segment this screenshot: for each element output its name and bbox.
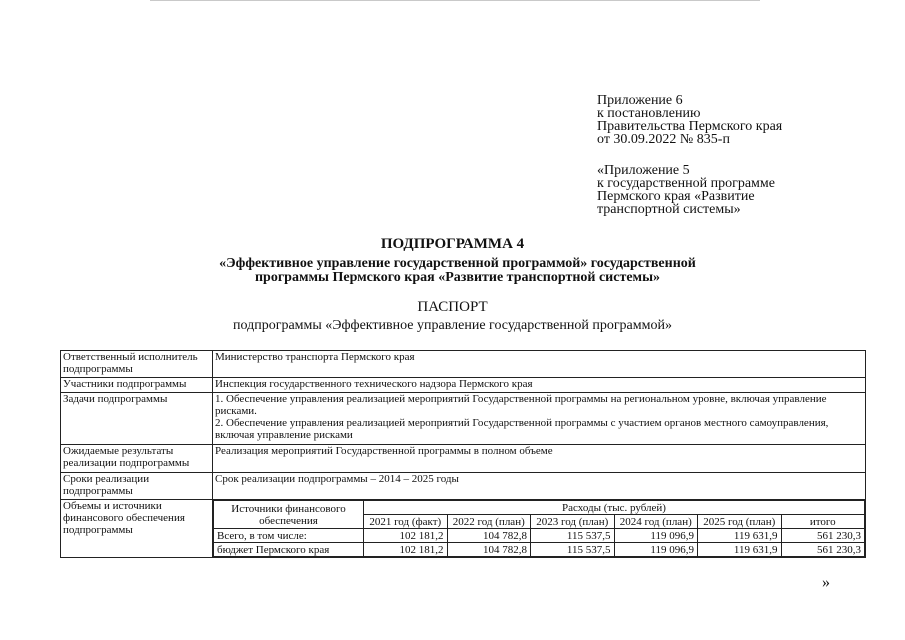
passport-title: ПАСПОРТ [417, 299, 488, 315]
appendix-line: «Приложение 5 [597, 163, 690, 178]
table-row [61, 473, 866, 500]
table-row [61, 445, 866, 473]
row-label: Участники подпрограммы [61, 378, 213, 393]
passport-table [60, 350, 866, 558]
finance-value: 119 631,9 [698, 529, 782, 543]
appendix-line: Приложение 6 [597, 93, 683, 108]
row-value: Министерство транспорта Пермского края [213, 351, 866, 378]
finance-value: 104 782,8 [447, 529, 531, 543]
finance-value: 102 181,2 [364, 543, 448, 557]
table-row [61, 393, 866, 445]
year-header: 2025 год (план) [698, 515, 782, 529]
table-row [61, 378, 866, 393]
row-label: Задачи подпрограммы [61, 393, 213, 445]
finance-row-label: Всего, в том числе: [214, 529, 364, 543]
appendix-block [597, 94, 782, 146]
top-scan-rule [150, 0, 760, 2]
finance-value: 119 096,9 [614, 543, 698, 557]
year-header: 2024 год (план) [614, 515, 698, 529]
row-value [213, 393, 866, 445]
year-header: 2023 год (план) [531, 515, 615, 529]
finance-value: 119 096,9 [614, 529, 698, 543]
year-header: 2022 год (план) [447, 515, 531, 529]
appendix-line: от 30.09.2022 № 835-п [597, 132, 730, 147]
row-label: Объемы и источники финансового обеспечения подпрограммы [61, 500, 213, 558]
row-value: Инспекция государственного технического надзора Пермского края [213, 378, 866, 393]
finance-value: 119 631,9 [698, 543, 782, 557]
finance-source-header: Источники финансового обеспечения [214, 501, 364, 529]
finance-value: 561 230,3 [781, 543, 865, 557]
table-row [61, 500, 866, 558]
table-row [214, 529, 865, 543]
row-value: Срок реализации подпрограммы – 2014 – 2025 годы [213, 473, 866, 500]
passport-subtitle: подпрограммы «Эффективное управление государственной программой» [233, 318, 672, 333]
table-row [61, 351, 866, 378]
task-item: 2. Обеспечение управления реализацией мероприятий Государственной программы с участием органов местного самоуправления, включая управление рисками [215, 417, 829, 441]
closing-quote: » [822, 574, 830, 591]
subprogram-subtitle-line2: программы Пермского края «Развитие транспортной системы» [254, 270, 661, 285]
finance-cell [213, 500, 866, 558]
appendix-line: транспортной системы» [597, 202, 741, 217]
finance-header-row [214, 501, 865, 515]
appendix-line: Пермского края «Развитие [597, 189, 755, 204]
finance-row-label: бюджет Пермского края [214, 543, 364, 557]
row-label: Ответственный исполнитель подпрограммы [61, 351, 213, 378]
year-header: итого [781, 515, 865, 529]
subprogram-title: ПОДПРОГРАММА 4 [380, 236, 525, 252]
year-header: 2021 год (факт) [364, 515, 448, 529]
task-item: 1. Обеспечение управления реализацией мероприятий Государственной программы на региональном уровне, включая управление рисками. [215, 393, 827, 417]
appendix-line: Правительства Пермского края [597, 119, 783, 134]
finance-value: 561 230,3 [781, 529, 865, 543]
subprogram-subtitle-line1: «Эффективное управление государственной программой» государственной [219, 256, 696, 271]
finance-value: 115 537,5 [531, 543, 615, 557]
appendix-block-2 [597, 164, 775, 216]
finance-table [213, 500, 865, 557]
finance-value: 104 782,8 [447, 543, 531, 557]
row-value: Реализация мероприятий Государственной программы в полном объеме [213, 445, 866, 473]
appendix-line: к государственной программе [597, 176, 775, 191]
row-label: Ожидаемые результаты реализации подпрограммы [61, 445, 213, 473]
appendix-line: к постановлению [597, 106, 701, 121]
row-label: Сроки реализации подпрограммы [61, 473, 213, 500]
finance-value: 102 181,2 [364, 529, 448, 543]
table-row [214, 543, 865, 557]
finance-expenses-header: Расходы (тыс. рублей) [364, 501, 865, 515]
finance-value: 115 537,5 [531, 529, 615, 543]
